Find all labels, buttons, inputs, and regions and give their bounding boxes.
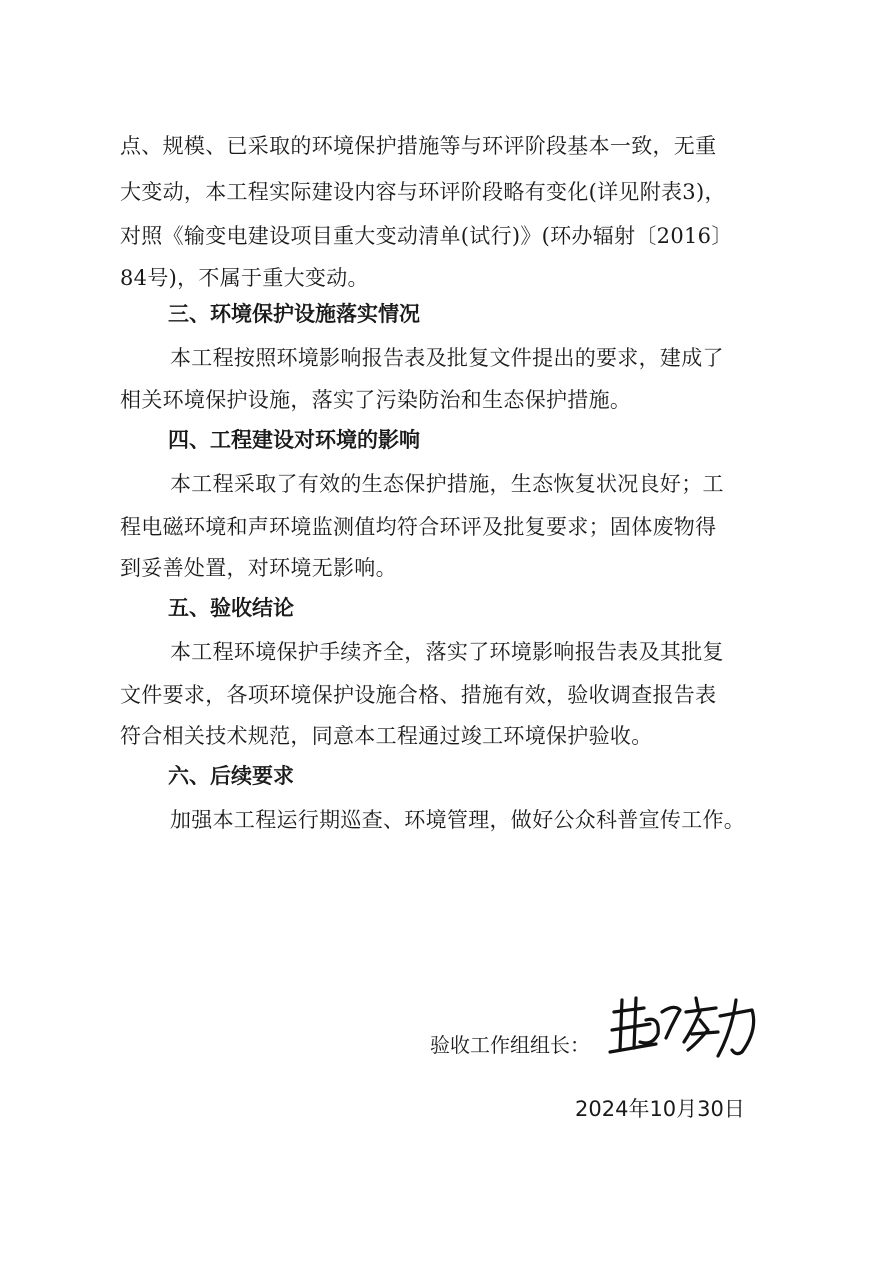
document-date: 2024年10月30日 [575, 1097, 745, 1121]
section-6-line-1: 加强本工程运行期巡查、环境管理，做好公众科普宣传工作。 [170, 808, 746, 832]
signer-label: 验收工作组组长： [430, 1033, 590, 1057]
section-3-line-2: 相关环境保护设施，落实了污染防治和生态保护措施。 [120, 388, 632, 412]
section-heading-6: 六、后续要求 [168, 764, 294, 788]
section-5-line-3: 符合相关技术规范，同意本工程通过竣工环境保护验收。 [120, 724, 653, 748]
section-3-line-1: 本工程按照环境影响报告表及批复文件提出的要求，建成了 [170, 346, 724, 370]
section-4-line-1: 本工程采取了有效的生态保护措施，生态恢复状况良好；工 [170, 472, 724, 496]
intro-line-3: 对照《输变电建设项目重大变动清单(试行)》(环办辐射〔2016〕 [120, 224, 733, 248]
section-5-line-2: 文件要求，各项环境保护设施合格、措施有效，验收调查报告表 [120, 683, 717, 707]
intro-line-2: 大变动，本工程实际建设内容与环评阶段略有变化(详见附表3)， [120, 180, 726, 204]
handwritten-signature [600, 990, 770, 1070]
section-5-line-1: 本工程环境保护手续齐全，落实了环境影响报告表及其批复 [170, 640, 724, 664]
section-4-line-3: 到妥善处置，对环境无影响。 [120, 556, 397, 580]
section-heading-5: 五、验收结论 [168, 596, 294, 620]
section-4-line-2: 程电磁环境和声环境监测值均符合环评及批复要求；固体废物得 [120, 515, 717, 539]
section-heading-3: 三、环境保护设施落实情况 [168, 302, 420, 326]
intro-line-4: 84号)，不属于重大变动。 [120, 266, 369, 290]
section-heading-4: 四、工程建设对环境的影响 [168, 428, 420, 452]
intro-line-1: 点、规模、已采取的环境保护措施等与环评阶段基本一致，无重 [120, 134, 717, 158]
